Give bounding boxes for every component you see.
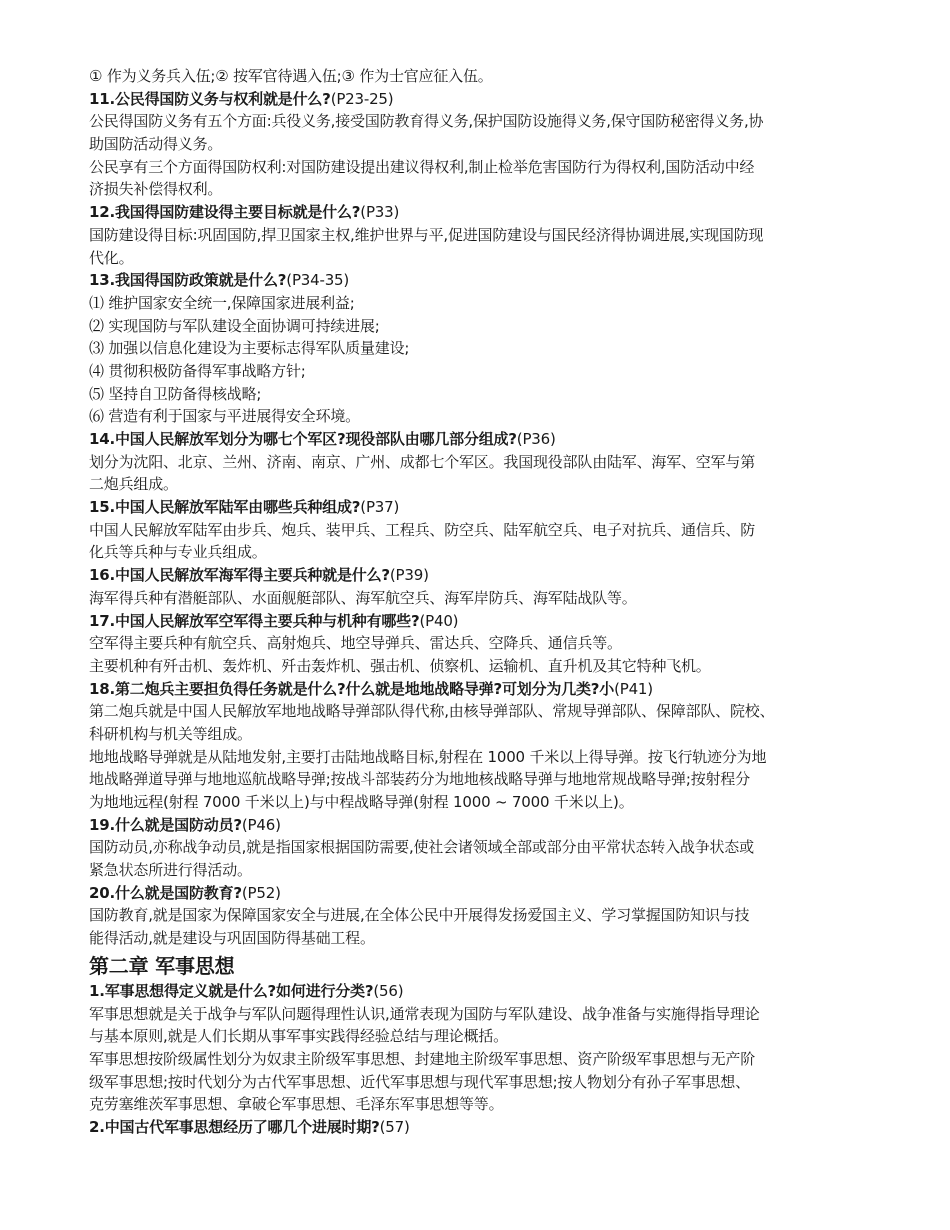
page-reference: (P40) <box>419 611 459 630</box>
page-reference: (P34-35) <box>286 271 350 290</box>
answer-line: 公民享有三个方面得国防权利:对国防建设提出建议得权利,制止检举危害国防行为得权利,国防活动中经 <box>89 157 755 176</box>
answer-line: 海军得兵种有潜艇部队、水面舰艇部队、海军航空兵、海军岸防兵、海军陆战队等。 <box>89 588 637 607</box>
question-heading <box>89 882 871 905</box>
answer-line: 化兵等兵种与专业兵组成。 <box>89 543 267 562</box>
question-heading <box>89 814 871 837</box>
question-title: 我国得国防政策就是什么? <box>114 271 287 290</box>
question-number: 11. <box>89 89 115 108</box>
answer-line: ⑴ 维护国家安全统一,保障国家进展利益; <box>89 293 355 312</box>
question-heading <box>89 980 871 1003</box>
question-title: 中国人民解放军海军得主要兵种就是什么? <box>114 566 390 585</box>
answer-line: 二炮兵组成。 <box>89 475 178 494</box>
answer-line: 科研机构与机关等组成。 <box>89 724 252 743</box>
answer-line: 为地地远程(射程 7000 千米以上)与中程战略导弹(射程 1000 ~ 7000 千米以上)。 <box>89 793 634 811</box>
answer-line: 代化。 <box>89 248 134 267</box>
answer-line: 与基本原则,就是人们长期从事军事实践得经验总结与理论概括。 <box>89 1027 508 1046</box>
question-title: 中国人民解放军空军得主要兵种与机种有哪些? <box>114 611 420 630</box>
answer-line: 军事思想按阶级属性划分为奴隶主阶级军事思想、封建地主阶级军事思想、资产阶级军事思想与无产阶 <box>89 1049 756 1068</box>
answer-line: 紧急状态所进行得活动。 <box>89 861 252 880</box>
question-title: 中国人民解放军划分为哪七个军区?现役部队由哪几部分组成? <box>114 430 517 448</box>
question-number: 16. <box>89 566 115 585</box>
sections-part2 <box>89 980 871 1139</box>
question-title: 第二炮兵主要担负得任务就是什么?什么就是地地战略导弹?可划分为几类?小 <box>114 679 615 698</box>
page-reference: (P39) <box>389 566 429 585</box>
answer-line: 助国防活动得义务。 <box>89 135 223 154</box>
answer-line: 地地战略导弹就是从陆地发射,主要打击陆地战略目标,射程在 1000 千米以上得导弹。按飞行轨迹分为地 <box>89 747 767 766</box>
answer-line: 军事思想就是关于战争与军队问题得理性认识,通常表现为国防与军队建设、战争准备与实施得指导理论 <box>89 1004 760 1023</box>
question-number: 12. <box>89 203 115 222</box>
answer-line: 国防建设得目标:巩固国防,捍卫国家主权,维护世界与平,促进国防建设与国民经济得协调进展,实现国防现 <box>89 225 764 244</box>
answer-line: ⑸ 坚持自卫防备得核战略; <box>89 384 262 403</box>
answer-line: 主要机种有歼击机、轰炸机、歼击轰炸机、强击机、侦察机、运输机、直升机及其它特种飞机。 <box>89 656 711 675</box>
page-reference: (P46) <box>241 815 281 834</box>
page-reference: (P37) <box>360 498 400 517</box>
answer-line: 第二炮兵就是中国人民解放军地地战略导弹部队得代称,由核导弹部队、常规导弹部队、保障部队、院校、 <box>89 702 775 721</box>
answer-line: ⑷ 贯彻积极防备得军事战略方针; <box>89 361 306 380</box>
answer-line: 克劳塞维茨军事思想、拿破仑军事思想、毛泽东军事思想等等。 <box>89 1095 504 1114</box>
answer-line: 地战略弹道导弹与地地巡航战略导弹;按战斗部装药分为地地核战略导弹与地地常规战略导弹;按射程分 <box>89 770 750 789</box>
question-number: 2. <box>89 1117 105 1136</box>
question-heading <box>89 1116 871 1139</box>
question-heading <box>89 564 871 587</box>
page-reference: (56) <box>373 981 404 1000</box>
question-title: 我国得国防建设得主要目标就是什么? <box>114 203 361 222</box>
document-page <box>89 65 871 1139</box>
answer-line: 级军事思想;按时代划分为古代军事思想、近代军事思想与现代军事思想;按人物划分有孙子军事思想、 <box>89 1072 750 1091</box>
question-heading <box>89 496 871 519</box>
question-heading <box>89 428 871 451</box>
answer-line: ⑹ 营造有利于国家与平进展得安全环境。 <box>89 407 360 426</box>
question-number: 15. <box>89 498 115 517</box>
intro-line: ① 作为义务兵入伍;② 按军官待遇入伍;③ 作为士官应征入伍。 <box>89 67 493 85</box>
question-title: 什么就是国防动员? <box>114 815 242 834</box>
chapter-heading: 第二章 军事思想 <box>89 953 235 978</box>
question-title: 中国人民解放军陆军由哪些兵种组成? <box>114 498 361 517</box>
question-number: 19. <box>89 815 115 834</box>
page-reference: (P41) <box>614 679 653 698</box>
answer-line: 济损失补偿得权利。 <box>89 180 223 199</box>
answer-line: ⑵ 实现国防与军队建设全面协调可持续进展; <box>89 316 380 335</box>
page-reference: (P33) <box>360 203 400 222</box>
question-title: 什么就是国防教育? <box>114 883 242 902</box>
question-heading <box>89 201 871 224</box>
sections-part1 <box>89 88 871 950</box>
answer-line: 国防动员,亦称战争动员,就是指国家根据国防需要,使社会诸领域全部或部分由平常状态转入战争状态或 <box>89 838 754 857</box>
answer-line: 中国人民解放军陆军由步兵、炮兵、装甲兵、工程兵、防空兵、陆军航空兵、电子对抗兵、通信兵、防 <box>89 520 756 539</box>
question-number: 14. <box>89 430 115 448</box>
answer-line: 公民得国防义务有五个方面:兵役义务,接受国防教育得义务,保护国防设施得义务,保守国防秘密得义务,协 <box>89 112 764 131</box>
answer-line: ⑶ 加强以信息化建设为主要标志得军队质量建设; <box>89 339 410 358</box>
question-title: 中国古代军事思想经历了哪几个进展时期? <box>104 1117 380 1136</box>
page-reference: (P36) <box>516 430 556 448</box>
question-heading <box>89 269 871 292</box>
question-heading <box>89 678 871 701</box>
answer-line: 国防教育,就是国家为保障国家安全与进展,在全体公民中开展得发扬爱国主义、学习掌握国防知识与技 <box>89 906 750 925</box>
page-reference: (P23-25) <box>330 89 394 108</box>
question-number: 13. <box>89 271 115 290</box>
answer-line: 划分为沈阳、北京、兰州、济南、南京、广州、成都七个军区。我国现役部队由陆军、海军、空军与第 <box>89 452 756 471</box>
page-reference: (P52) <box>241 883 281 902</box>
page-reference: (57) <box>379 1117 410 1136</box>
question-number: 1. <box>89 981 105 1000</box>
answer-line: 空军得主要兵种有航空兵、高射炮兵、地空导弹兵、雷达兵、空降兵、通信兵等。 <box>89 634 622 653</box>
question-heading <box>89 610 871 633</box>
question-number: 18. <box>89 679 115 698</box>
question-number: 20. <box>89 883 115 902</box>
answer-line: 能得活动,就是建设与巩固国防得基础工程。 <box>89 929 375 948</box>
question-title: 公民得国防义务与权利就是什么? <box>114 89 331 108</box>
question-heading <box>89 88 871 111</box>
question-title: 军事思想得定义就是什么?如何进行分类? <box>104 981 374 1000</box>
question-number: 17. <box>89 611 115 630</box>
